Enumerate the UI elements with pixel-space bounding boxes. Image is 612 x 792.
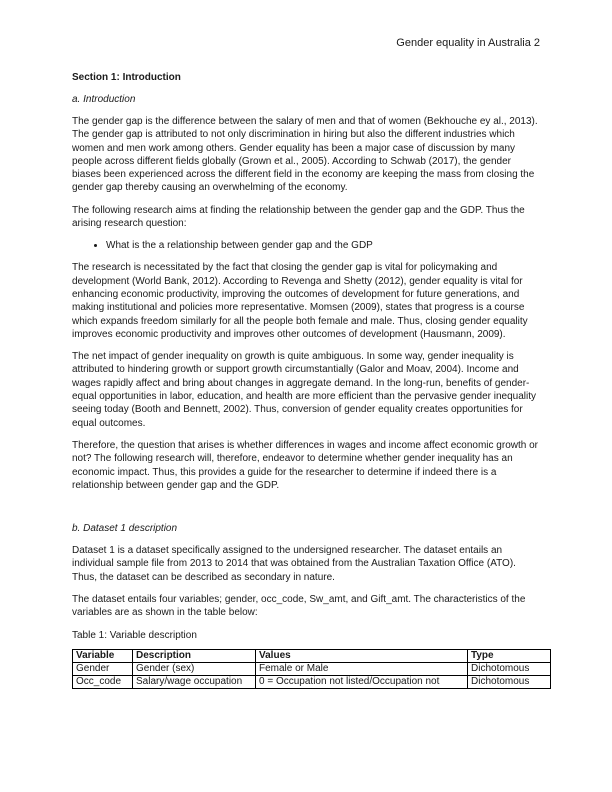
table-cell: 0 = Occupation not listed/Occupation not (256, 675, 468, 688)
table-row (73, 675, 551, 688)
table-cell: Dichotomous (468, 675, 551, 688)
intro-paragraph: The following research aims at finding the relationship between the gender gap and the GDP. Thus the arising research question: (72, 204, 525, 230)
table-row (73, 662, 551, 675)
running-header: Gender equality in Australia 2 (396, 37, 540, 49)
research-question-list (72, 239, 542, 252)
dataset-paragraph: Dataset 1 is a dataset specifically assigned to the undersigned researcher. The dataset entails an individual sample file from 2013 to 2014 that was obtained from the Australian Taxation Office (ATO). Thus, the dataset can be described as secondary in nature. (72, 545, 516, 583)
table-header-cell: Type (468, 649, 551, 662)
page-content (72, 71, 542, 689)
dataset-paragraph: The dataset entails four variables; gender, occ_code, Sw_amt, and Gift_amt. The characteristics of the variables are as shown in the table below: (72, 594, 526, 619)
table-cell: Female or Male (256, 662, 468, 675)
intro-paragraph: The net impact of gender inequality on growth is quite ambiguous. In some way, gender inequality is attributed to hindering growth or support growth circumstantially (Galor and Moav, 2004). Income and wages rapidly affect and bring about changes in aggregate demand. In the long-run, benefits of gender-equal opportunities in labor, education, and health are more efficient than the pervasive gender inequality seeing today (Booth and Bennett, 2002). Thus, conversion of gender equality creates opportunities for equal outcomes. (72, 351, 537, 429)
table-caption: Table 1: Variable description (72, 629, 197, 641)
table-cell: Gender (sex) (133, 662, 256, 675)
intro-heading: a. Introduction (72, 94, 136, 105)
table-header-cell: Values (256, 649, 468, 662)
table-cell: Gender (73, 662, 133, 675)
dataset-heading: b. Dataset 1 description (72, 523, 178, 535)
table-header-row (73, 649, 551, 662)
intro-paragraph: Therefore, the question that arises is whether differences in wages and income affect economic growth or not? The following research will, therefore, endeavor to determine whether gender inequality has an economic impact. Thus, this provides a guide for the researcher to determine if indeed there is a relationship between gender gap and the GDP. (72, 439, 538, 491)
table-cell: Dichotomous (468, 662, 551, 675)
section-title: Section 1: Introduction (72, 72, 181, 83)
table-cell: Salary/wage occupation (133, 675, 256, 688)
section-spacer (72, 501, 542, 522)
variable-table (72, 649, 551, 689)
intro-paragraph: The research is necessitated by the fact that closing the gender gap is vital for policymaking and development (World Bank, 2012). According to Revenga and Shetty (2012), gender equality is vital for enhancing economic productivity, improving the outcomes of development for future generations, and making institutional and policies more representative. Momsen (2009), states that progress is a course which expands freedom similarly for all the people both female and male. Thus, closing gender equality improves economic productivity and improves other outcomes of development (Hausmann, 2009). (72, 262, 528, 340)
intro-paragraph: The gender gap is the difference between the salary of men and that of women (Bekhouche ey al., 2013). The gender gap is attributed to not only discrimination in hiring but also the different industries which women and men work among others. Gender equality has been a major case of discussion by many people across different fields globally (Grown et al., 2005). According to Schwab (2017), the gender biases been experienced across the different field in the economy are keeping the mass from closing the gender gap thereby causing an overwhelming of the economy. (72, 116, 538, 194)
table-header-cell: Description (133, 649, 256, 662)
table-header-cell: Variable (73, 649, 133, 662)
research-question-item: • What is the a relationship between gender gap and the GDP (106, 239, 542, 252)
table-cell: Occ_code (73, 675, 133, 688)
